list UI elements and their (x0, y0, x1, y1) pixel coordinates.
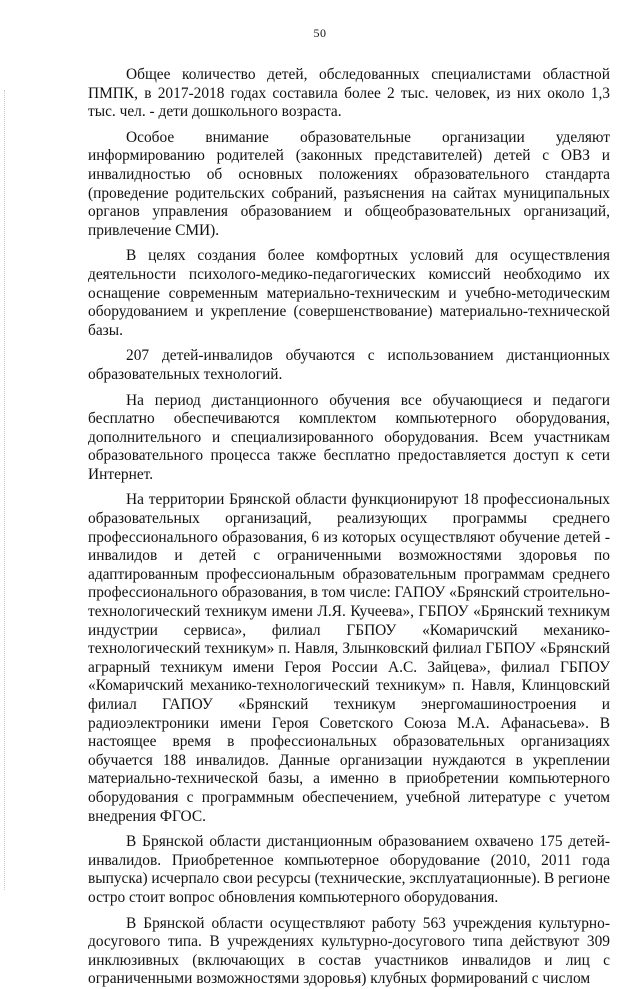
paragraph-computer-equipment-update: В Брянской области дистанционным образованием охвачено 175 детей-инвалидов. Приобретенное компьютерное оборудование (2010, 2011 года выпуска) исчерпало свои ресурсы (технические, эксплуатационные). В регионе остро стоит вопрос обновления компьютерного оборудования. (88, 833, 610, 906)
paragraph-distance-learning-equipment: На период дистанционного обучения все обучающиеся и педагоги бесплатно обеспечиваются комплектом компьютерного оборудования, дополнительного и специализированного оборудования. Всем участникам образовательного процесса также бесплатно предоставляется доступ к сети Интернет. (88, 391, 610, 483)
paragraph-parent-information: Особое внимание образовательные организации уделяют информированию родителей (законных представителей) детей с ОВЗ и инвалидностью об основных положениях образовательного стандарта (проведение родительских собраний, разъяснения на сайтах муниципальных органов управления образованием и общеобразовательных организаций, привлечение СМИ). (88, 128, 610, 239)
paragraph-pmpk-statistics: Общее количество детей, обследованных специалистами областной ПМПК, в 2017-2018 годах составила более 2 тыс. человек, из них около 1,3 тыс. чел. - дети дошкольного возраста. (88, 66, 610, 121)
paragraph-professional-organizations: На территории Брянской области функционируют 18 профессиональных образовательных организаций, реализующих программы среднего профессионального образования, 6 из которых осуществляют обучение детей - инвалидов и детей с ограниченными возможностями здоровья по адаптированным профессиональным образовательным программам среднего профессионального образования, в том числе: ГАПОУ «Брянский строительно-технологический техникум имени Л.Я. Кучеева», ГБПОУ «Брянский техникум индустрии сервиса», филиал ГБПОУ «Комаричский механико-технологический техникум» п. Навля, Злынковский филиал ГБПОУ «Брянский аграрный техникум имени Героя России А.С. Зайцева», филиал ГБПОУ «Комаричский механико-технологический техникум» п. Навля, Клинцовский филиал ГАПОУ «Брянский техникум энергомашиностроения и радиоэлектроники имени Героя Советского Союза М.А. Афанасьева». В настоящее время в профессиональных образовательных организациях обучается 188 инвалидов. Данные организации нуждаются в укреплении материально-технической базы, а именно в приобретении компьютерного оборудования с программным обеспечением, учебной литературе с учетом внедрения ФГОС. (88, 491, 610, 825)
document-body (88, 66, 610, 989)
page-number: 50 (313, 26, 327, 40)
scan-edge-artifact (4, 90, 6, 890)
paragraph-distance-learning-count: 207 детей-инвалидов обучаются с использованием дистанционных образовательных технологий. (88, 347, 610, 383)
paragraph-commission-equipment: В целях создания более комфортных условий для осуществления деятельности психолого-медико-педагогических комиссий необходимо их оснащение современным материально-техническим и учебно-методическим оборудованием и укрепление (совершенствование) материально-технической базы. (88, 247, 610, 339)
paragraph-cultural-institutions: В Брянской области осуществляют работу 563 учреждения культурно-досугового типа. В учреждениях культурно-досугового типа действуют 309 инклюзивных (включающих в состав участников инвалидов и лиц с ограниченными возможностями здоровья) клубных формирований с числом (88, 914, 610, 988)
